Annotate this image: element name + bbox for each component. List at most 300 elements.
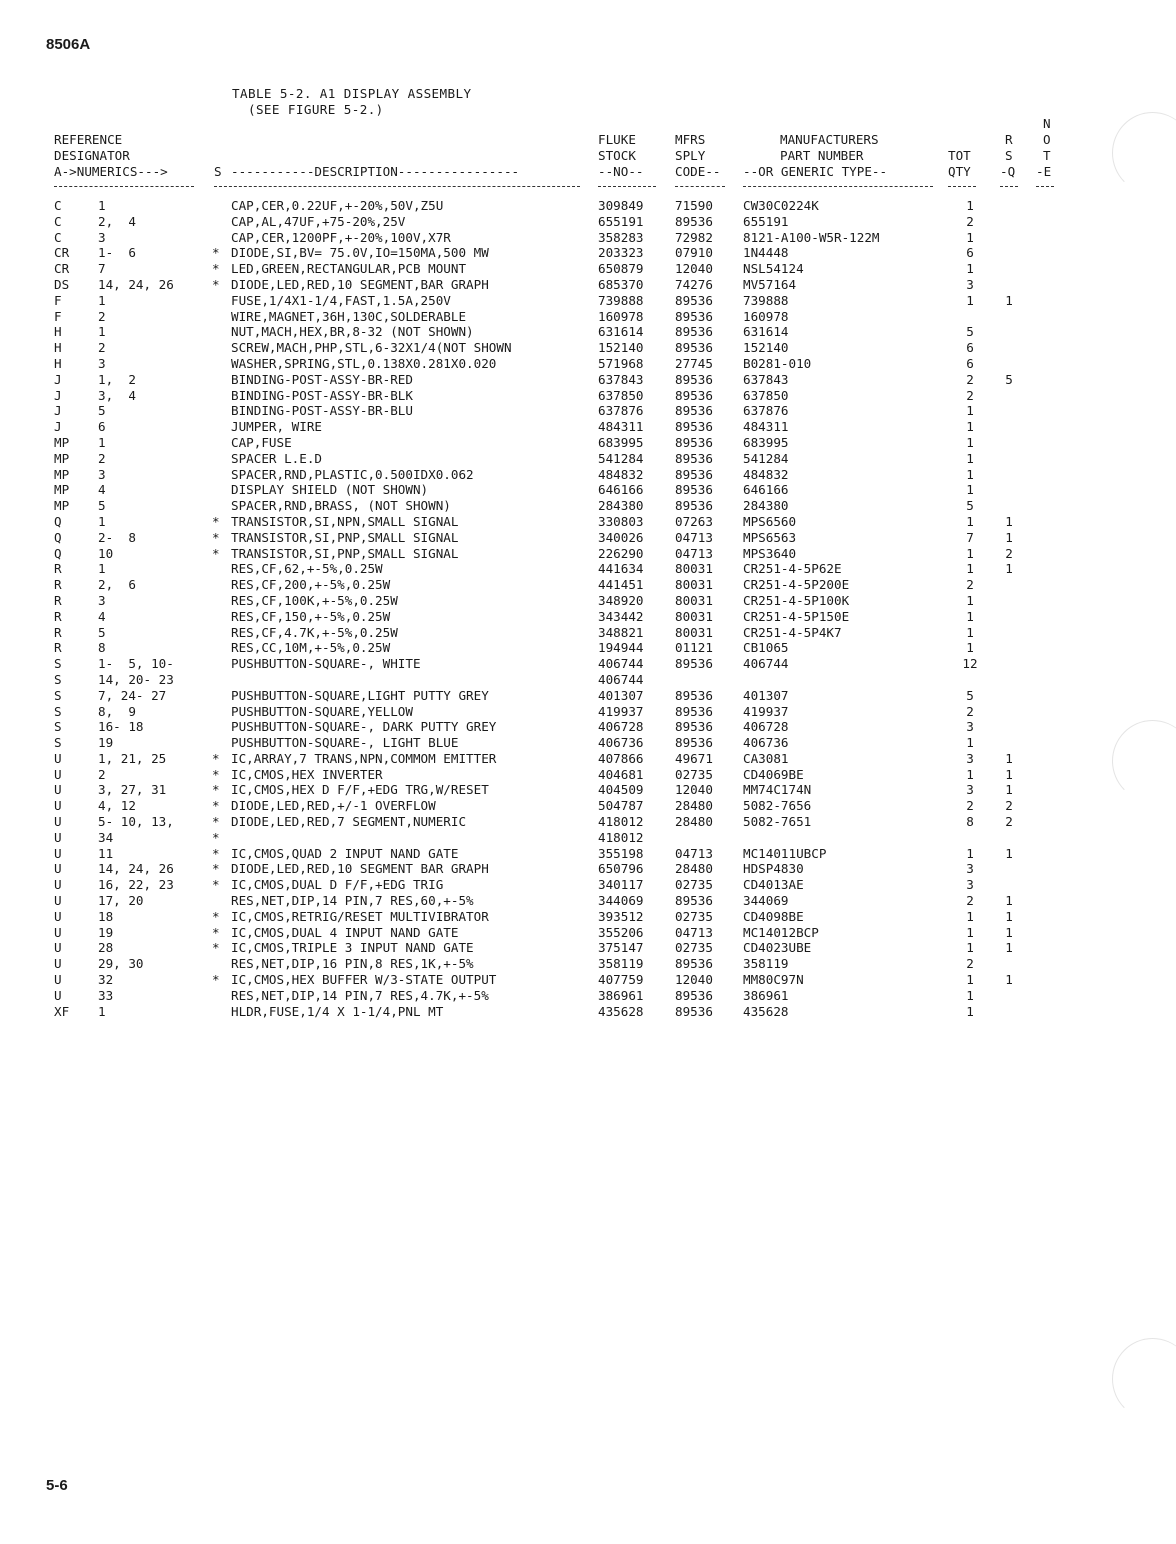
total-qty: 1 xyxy=(966,229,974,245)
fluke-stock-no: 571968 xyxy=(598,355,644,371)
part-description: DIODE,LED,RED,10 SEGMENT,BAR GRAPH xyxy=(231,276,489,292)
mfrs-supply-code: 89536 xyxy=(675,340,713,356)
recommended-star: * xyxy=(212,276,220,292)
table-row xyxy=(0,435,1176,451)
mfr-part-number: CD4069BE xyxy=(743,766,804,782)
fluke-stock-no: 646166 xyxy=(598,482,644,498)
recommended-spare-qty: 2 xyxy=(1005,545,1013,561)
ref-numerics: 19 xyxy=(98,924,114,940)
ref-designator: XF xyxy=(54,1003,70,1019)
total-qty: 7 xyxy=(966,529,974,545)
mfrs-supply-code: 89536 xyxy=(675,434,713,450)
mfrs-supply-code: 80031 xyxy=(675,608,713,624)
mfrs-supply-code: 07263 xyxy=(675,513,713,529)
fluke-stock-no: 637876 xyxy=(598,403,644,419)
ref-numerics: 3 xyxy=(98,229,106,245)
fluke-stock-no: 343442 xyxy=(598,608,644,624)
table-row xyxy=(0,340,1176,356)
total-qty: 3 xyxy=(966,750,974,766)
fluke-stock-no: 355198 xyxy=(598,845,644,861)
recommended-star: * xyxy=(212,750,220,766)
total-qty: 1 xyxy=(966,513,974,529)
mfrs-supply-code: 27745 xyxy=(675,355,713,371)
table-row xyxy=(0,467,1176,483)
mfr-part-number: CD4098BE xyxy=(743,908,804,924)
mfrs-supply-code: 72982 xyxy=(675,229,713,245)
ref-numerics: 1 xyxy=(98,1003,106,1019)
mfr-part-number: 358119 xyxy=(743,956,789,972)
mfrs-supply-code: 02735 xyxy=(675,877,713,893)
part-description: SPACER,RND,BRASS, (NOT SHOWN) xyxy=(231,498,451,514)
table-row xyxy=(0,498,1176,514)
mfrs-supply-code: 80031 xyxy=(675,561,713,577)
ref-designator: U xyxy=(54,877,62,893)
mfr-part-number: MV57164 xyxy=(743,276,797,292)
ref-numerics: 28 xyxy=(98,940,114,956)
part-description: IC,CMOS,QUAD 2 INPUT NAND GATE xyxy=(231,845,459,861)
ref-designator: U xyxy=(54,814,62,830)
table-row xyxy=(0,577,1176,593)
total-qty: 2 xyxy=(966,577,974,593)
recommended-spare-qty: 1 xyxy=(1005,845,1013,861)
binder-hole-mark-bottom xyxy=(1112,1338,1176,1420)
table-row xyxy=(0,230,1176,246)
header-rule-part xyxy=(743,186,933,187)
total-qty: 1 xyxy=(966,766,974,782)
table-row xyxy=(0,909,1176,925)
mfr-part-number: CD4023UBE xyxy=(743,940,812,956)
total-qty: 12 xyxy=(962,656,978,672)
table-row xyxy=(0,956,1176,972)
parts-table-body xyxy=(0,198,1176,1019)
mfr-part-number: CA3081 xyxy=(743,750,789,766)
ref-designator: U xyxy=(54,908,62,924)
ref-designator: R xyxy=(54,608,62,624)
total-qty: 1 xyxy=(966,972,974,988)
table-row xyxy=(0,735,1176,751)
table-row xyxy=(0,861,1176,877)
header-rsq-line3: -Q xyxy=(1000,164,1016,179)
mfr-part-number: 683995 xyxy=(743,434,789,450)
ref-designator: R xyxy=(54,561,62,577)
mfr-part-number: 406736 xyxy=(743,735,789,751)
ref-numerics: 19 xyxy=(98,735,114,751)
table-row xyxy=(0,940,1176,956)
recommended-spare-qty: 1 xyxy=(1005,940,1013,956)
fluke-stock-no: 407759 xyxy=(598,972,644,988)
ref-designator: U xyxy=(54,798,62,814)
header-rule-qty xyxy=(948,186,976,187)
fluke-stock-no: 344069 xyxy=(598,893,644,909)
mfr-part-number: B0281-010 xyxy=(743,355,812,371)
ref-designator: S xyxy=(54,735,62,751)
recommended-star: * xyxy=(212,513,220,529)
ref-numerics: 17, 20 xyxy=(98,893,144,909)
fluke-stock-no: 152140 xyxy=(598,340,644,356)
part-description: PUSHBUTTON-SQUARE-, LIGHT BLUE xyxy=(231,735,459,751)
mfrs-supply-code: 02735 xyxy=(675,766,713,782)
part-description: PUSHBUTTON-SQUARE-, DARK PUTTY GREY xyxy=(231,719,497,735)
part-description: CAP,FUSE xyxy=(231,434,292,450)
page-model-id: 8506A xyxy=(46,36,91,53)
table-row xyxy=(0,925,1176,941)
total-qty: 1 xyxy=(966,908,974,924)
part-description: WIRE,MAGNET,36H,130C,SOLDERABLE xyxy=(231,308,467,324)
mfr-part-number: CR251-4-5P100K xyxy=(743,592,850,608)
ref-designator: MP xyxy=(54,498,70,514)
ref-numerics: 1- 6 xyxy=(98,245,136,261)
part-description: IC,CMOS,DUAL D F/F,+EDG TRIG xyxy=(231,877,444,893)
fluke-stock-no: 406744 xyxy=(598,656,644,672)
table-row xyxy=(0,704,1176,720)
mfr-part-number: 406728 xyxy=(743,719,789,735)
mfrs-supply-code: 89536 xyxy=(675,987,713,1003)
total-qty: 2 xyxy=(966,387,974,403)
table-row xyxy=(0,593,1176,609)
ref-numerics: 1- 5, 10- xyxy=(98,656,174,672)
total-qty: 1 xyxy=(966,292,974,308)
mfrs-supply-code: 01121 xyxy=(675,640,713,656)
total-qty: 2 xyxy=(966,893,974,909)
ref-designator: MP xyxy=(54,434,70,450)
total-qty: 1 xyxy=(966,924,974,940)
mfr-part-number: 152140 xyxy=(743,340,789,356)
mfrs-supply-code: 49671 xyxy=(675,750,713,766)
part-description: LED,GREEN,RECTANGULAR,PCB MOUNT xyxy=(231,261,467,277)
ref-numerics: 16, 22, 23 xyxy=(98,877,174,893)
mfr-part-number: CR251-4-5P62E xyxy=(743,561,842,577)
recommended-spare-qty: 1 xyxy=(1005,908,1013,924)
mfrs-supply-code: 12040 xyxy=(675,782,713,798)
table-row xyxy=(0,767,1176,783)
ref-numerics: 1 xyxy=(98,324,106,340)
part-description: FUSE,1/4X1-1/4,FAST,1.5A,250V xyxy=(231,292,451,308)
fluke-stock-no: 637843 xyxy=(598,371,644,387)
part-description: TRANSISTOR,SI,NPN,SMALL SIGNAL xyxy=(231,513,459,529)
header-part-line3: --OR GENERIC TYPE-- xyxy=(743,164,888,179)
header-part-line2: PART NUMBER xyxy=(780,148,864,163)
table-row xyxy=(0,514,1176,530)
mfrs-supply-code: 04713 xyxy=(675,845,713,861)
mfr-part-number: MPS6560 xyxy=(743,513,797,529)
part-description: BINDING-POST-ASSY-BR-BLU xyxy=(231,403,413,419)
ref-numerics: 5 xyxy=(98,403,106,419)
fluke-stock-no: 418012 xyxy=(598,829,644,845)
part-description: PUSHBUTTON-SQUARE,LIGHT PUTTY GREY xyxy=(231,687,489,703)
mfrs-supply-code: 89536 xyxy=(675,656,713,672)
part-description: JUMPER, WIRE xyxy=(231,419,322,435)
mfr-part-number: MM80C97N xyxy=(743,972,804,988)
mfr-part-number: 637876 xyxy=(743,403,789,419)
fluke-stock-no: 406744 xyxy=(598,671,644,687)
ref-numerics: 7 xyxy=(98,261,106,277)
ref-numerics: 1 xyxy=(98,561,106,577)
recommended-star: * xyxy=(212,798,220,814)
fluke-stock-no: 404509 xyxy=(598,782,644,798)
part-description: RES,NET,DIP,16 PIN,8 RES,1K,+-5% xyxy=(231,956,474,972)
mfr-part-number: 484832 xyxy=(743,466,789,482)
ref-numerics: 1 xyxy=(98,292,106,308)
recommended-star: * xyxy=(212,940,220,956)
mfr-part-number: 284380 xyxy=(743,498,789,514)
part-description: DISPLAY SHIELD (NOT SHOWN) xyxy=(231,482,429,498)
header-rule-rsq xyxy=(1000,186,1018,187)
table-row xyxy=(0,277,1176,293)
fluke-stock-no: 504787 xyxy=(598,798,644,814)
part-description: CAP,AL,47UF,+75-20%,25V xyxy=(231,213,406,229)
mfrs-supply-code: 89536 xyxy=(675,213,713,229)
part-description: NUT,MACH,HEX,BR,8-32 (NOT SHOWN) xyxy=(231,324,474,340)
ref-designator: U xyxy=(54,972,62,988)
mfrs-supply-code: 89536 xyxy=(675,956,713,972)
table-row xyxy=(0,814,1176,830)
mfr-part-number: 419937 xyxy=(743,703,789,719)
header-part-line1: MANUFACTURERS xyxy=(780,132,879,147)
recommended-star: * xyxy=(212,545,220,561)
total-qty: 2 xyxy=(966,371,974,387)
mfrs-supply-code: 89536 xyxy=(675,719,713,735)
recommended-star: * xyxy=(212,766,220,782)
part-description: RES,CF,100K,+-5%,0.25W xyxy=(231,592,398,608)
part-description: BINDING-POST-ASSY-BR-BLK xyxy=(231,387,413,403)
header-rsq-line1: R xyxy=(1005,132,1013,147)
part-description: IC,CMOS,DUAL 4 INPUT NAND GATE xyxy=(231,924,459,940)
header-note-line3: -E xyxy=(1036,164,1052,179)
mfrs-supply-code: 89536 xyxy=(675,735,713,751)
total-qty: 1 xyxy=(966,466,974,482)
header-note-line1: O xyxy=(1043,132,1051,147)
total-qty: 3 xyxy=(966,276,974,292)
header-description: -----------DESCRIPTION---------------- xyxy=(231,164,520,179)
ref-designator: U xyxy=(54,893,62,909)
mfr-part-number: CB1065 xyxy=(743,640,789,656)
ref-designator: F xyxy=(54,308,62,324)
header-note-line2: T xyxy=(1043,148,1051,163)
table-row xyxy=(0,782,1176,798)
recommended-spare-qty: 1 xyxy=(1005,924,1013,940)
mfrs-supply-code: 04713 xyxy=(675,529,713,545)
ref-numerics: 1, 2 xyxy=(98,371,136,387)
total-qty: 2 xyxy=(966,798,974,814)
ref-designator: MP xyxy=(54,482,70,498)
mfrs-supply-code: 89536 xyxy=(675,687,713,703)
fluke-stock-no: 541284 xyxy=(598,450,644,466)
mfr-part-number: CW30C0224K xyxy=(743,198,819,213)
part-description: SPACER L.E.D xyxy=(231,450,322,466)
ref-numerics: 14, 20- 23 xyxy=(98,671,174,687)
mfrs-supply-code: 80031 xyxy=(675,577,713,593)
fluke-stock-no: 393512 xyxy=(598,908,644,924)
table-title-line1: TABLE 5-2. A1 DISPLAY ASSEMBLY xyxy=(232,86,472,101)
ref-numerics: 3 xyxy=(98,355,106,371)
header-rule-ref xyxy=(54,186,194,187)
part-description: DIODE,LED,RED,10 SEGMENT BAR GRAPH xyxy=(231,861,489,877)
fluke-stock-no: 685370 xyxy=(598,276,644,292)
recommended-spare-qty: 1 xyxy=(1005,766,1013,782)
mfrs-supply-code: 02735 xyxy=(675,908,713,924)
total-qty: 5 xyxy=(966,324,974,340)
part-description: HLDR,FUSE,1/4 X 1-1/4,PNL MT xyxy=(231,1003,444,1019)
table-row xyxy=(0,324,1176,340)
ref-numerics: 6 xyxy=(98,419,106,435)
mfrs-supply-code: 89536 xyxy=(675,450,713,466)
part-description: IC,ARRAY,7 TRANS,NPN,COMMOM EMITTER xyxy=(231,750,497,766)
mfrs-supply-code: 89536 xyxy=(675,371,713,387)
header-ref-line2: DESIGNATOR xyxy=(54,148,130,163)
fluke-stock-no: 355206 xyxy=(598,924,644,940)
fluke-stock-no: 401307 xyxy=(598,687,644,703)
recommended-star: * xyxy=(212,245,220,261)
header-mfr-line1: MFRS xyxy=(675,132,706,147)
ref-numerics: 34 xyxy=(98,829,114,845)
ref-designator: J xyxy=(54,403,62,419)
total-qty: 1 xyxy=(966,450,974,466)
ref-numerics: 1 xyxy=(98,198,106,213)
table-row xyxy=(0,403,1176,419)
fluke-stock-no: 194944 xyxy=(598,640,644,656)
table-row xyxy=(0,830,1176,846)
fluke-stock-no: 650879 xyxy=(598,261,644,277)
mfrs-supply-code: 74276 xyxy=(675,276,713,292)
recommended-star: * xyxy=(212,529,220,545)
part-description: PUSHBUTTON-SQUARE-, WHITE xyxy=(231,656,421,672)
recommended-star: * xyxy=(212,924,220,940)
header-ref-line3: A->NUMERICS---> xyxy=(54,164,168,179)
table-header xyxy=(0,116,1176,200)
fluke-stock-no: 226290 xyxy=(598,545,644,561)
recommended-spare-qty: 2 xyxy=(1005,798,1013,814)
ref-numerics: 1 xyxy=(98,434,106,450)
ref-designator: R xyxy=(54,624,62,640)
mfr-part-number: MC14011UBCP xyxy=(743,845,827,861)
ref-designator: CR xyxy=(54,261,70,277)
part-description: RES,NET,DIP,14 PIN,7 RES,60,+-5% xyxy=(231,893,474,909)
recommended-spare-qty: 1 xyxy=(1005,750,1013,766)
header-rule-mfr xyxy=(675,186,725,187)
table-title-line2: (SEE FIGURE 5-2.) xyxy=(247,101,384,117)
fluke-stock-no: 418012 xyxy=(598,814,644,830)
ref-numerics: 33 xyxy=(98,987,114,1003)
header-stock-line2: STOCK xyxy=(598,148,636,163)
fluke-stock-no: 406736 xyxy=(598,735,644,751)
total-qty: 1 xyxy=(966,434,974,450)
ref-designator: U xyxy=(54,987,62,1003)
ref-designator: Q xyxy=(54,513,62,529)
fluke-stock-no: 330803 xyxy=(598,513,644,529)
mfrs-supply-code: 12040 xyxy=(675,972,713,988)
mfr-part-number: 5082-7651 xyxy=(743,814,812,830)
header-qty-line1: TOT xyxy=(948,148,971,163)
ref-numerics: 2 xyxy=(98,340,106,356)
mfr-part-number: 8121-A100-W5R-122M xyxy=(743,229,880,245)
total-qty: 1 xyxy=(966,545,974,561)
mfrs-supply-code: 28480 xyxy=(675,861,713,877)
recommended-star: * xyxy=(212,782,220,798)
part-description: DIODE,LED,RED,+/-1 OVERFLOW xyxy=(231,798,436,814)
recommended-star: * xyxy=(212,908,220,924)
mfrs-supply-code: 89536 xyxy=(675,1003,713,1019)
ref-designator: S xyxy=(54,656,62,672)
ref-designator: S xyxy=(54,703,62,719)
table-row xyxy=(0,561,1176,577)
total-qty: 1 xyxy=(966,624,974,640)
header-qty-line2: QTY xyxy=(948,164,971,179)
ref-numerics: 2, 4 xyxy=(98,213,136,229)
recommended-star: * xyxy=(212,972,220,988)
recommended-spare-qty: 2 xyxy=(1005,814,1013,830)
mfr-part-number: HDSP4830 xyxy=(743,861,804,877)
ref-designator: U xyxy=(54,861,62,877)
fluke-stock-no: 650796 xyxy=(598,861,644,877)
mfrs-supply-code: 89536 xyxy=(675,292,713,308)
fluke-stock-no: 637850 xyxy=(598,387,644,403)
ref-designator: J xyxy=(54,371,62,387)
mfr-part-number: 484311 xyxy=(743,419,789,435)
mfrs-supply-code: 80031 xyxy=(675,624,713,640)
mfrs-supply-code: 89536 xyxy=(675,419,713,435)
total-qty: 2 xyxy=(966,703,974,719)
table-row xyxy=(0,672,1176,688)
recommended-spare-qty: 1 xyxy=(1005,292,1013,308)
ref-designator: S xyxy=(54,687,62,703)
fluke-stock-no: 484311 xyxy=(598,419,644,435)
part-description: DIODE,SI,BV= 75.0V,IO=150MA,500 MW xyxy=(231,245,489,261)
total-qty: 6 xyxy=(966,340,974,356)
total-qty: 1 xyxy=(966,940,974,956)
mfr-part-number: CR251-4-5P4K7 xyxy=(743,624,842,640)
page-number: 5-6 xyxy=(46,1477,68,1494)
part-description: RES,CF,62,+-5%,0.25W xyxy=(231,561,383,577)
mfrs-supply-code: 28480 xyxy=(675,814,713,830)
fluke-stock-no: 404681 xyxy=(598,766,644,782)
mfrs-supply-code: 89536 xyxy=(675,324,713,340)
total-qty: 6 xyxy=(966,355,974,371)
mfrs-supply-code: 71590 xyxy=(675,198,713,213)
mfr-part-number: MPS3640 xyxy=(743,545,797,561)
mfr-part-number: 386961 xyxy=(743,987,789,1003)
fluke-stock-no: 435628 xyxy=(598,1003,644,1019)
total-qty: 1 xyxy=(966,1003,974,1019)
recommended-spare-qty: 1 xyxy=(1005,513,1013,529)
mfr-part-number: MPS6563 xyxy=(743,529,797,545)
part-description: IC,CMOS,TRIPLE 3 INPUT NAND GATE xyxy=(231,940,474,956)
ref-numerics: 3 xyxy=(98,592,106,608)
table-row xyxy=(0,261,1176,277)
mfrs-supply-code: 89536 xyxy=(675,893,713,909)
table-row xyxy=(0,656,1176,672)
mfrs-supply-code: 89536 xyxy=(675,387,713,403)
table-row xyxy=(0,798,1176,814)
total-qty: 1 xyxy=(966,403,974,419)
ref-numerics: 2 xyxy=(98,450,106,466)
part-description: WASHER,SPRING,STL,0.138X0.281X0.020 xyxy=(231,355,497,371)
table-row xyxy=(0,451,1176,467)
part-description: SCREW,MACH,PHP,STL,6-32X1/4(NOT SHOWN xyxy=(231,340,512,356)
fluke-stock-no: 160978 xyxy=(598,308,644,324)
fluke-stock-no: 348920 xyxy=(598,592,644,608)
total-qty: 1 xyxy=(966,419,974,435)
mfrs-supply-code: 89536 xyxy=(675,498,713,514)
table-row xyxy=(0,988,1176,1004)
header-rule-note xyxy=(1036,186,1054,187)
header-stock-line1: FLUKE xyxy=(598,132,636,147)
part-description: RES,CC,10M,+-5%,0.25W xyxy=(231,640,391,656)
ref-designator: CR xyxy=(54,245,70,261)
mfr-part-number: 631614 xyxy=(743,324,789,340)
ref-designator: R xyxy=(54,640,62,656)
mfr-part-number: 401307 xyxy=(743,687,789,703)
table-row xyxy=(0,846,1176,862)
